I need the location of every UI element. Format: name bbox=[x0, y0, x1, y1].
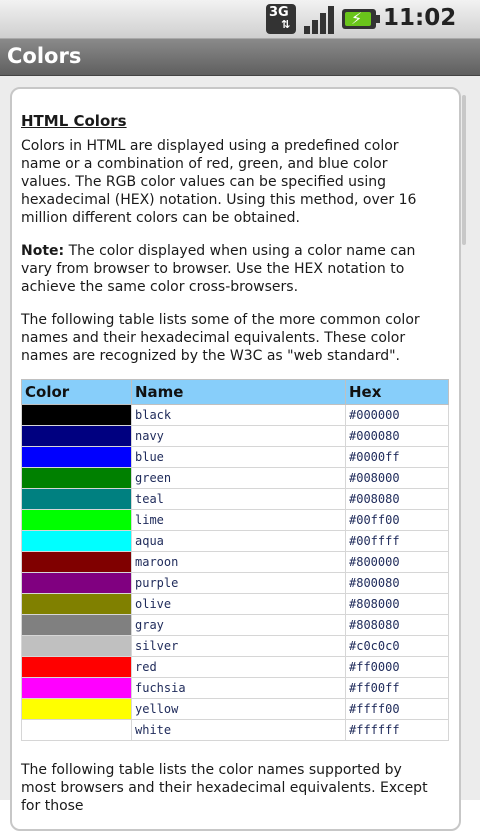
color-hex-cell: #008080 bbox=[346, 489, 449, 510]
table-row bbox=[22, 573, 449, 594]
color-hex-cell: #ff00ff bbox=[346, 678, 449, 699]
note-text: The color displayed when using a color name can vary from browser to browser. Use the HEX notation to achieve the same color cross-browsers. bbox=[21, 243, 416, 295]
color-name-cell: navy bbox=[132, 426, 346, 447]
color-hex-cell: #ffffff bbox=[346, 720, 449, 741]
table-row bbox=[22, 531, 449, 552]
color-swatch bbox=[22, 615, 132, 636]
table-row bbox=[22, 552, 449, 573]
color-name-cell: gray bbox=[132, 615, 346, 636]
app-title-bar bbox=[0, 39, 480, 76]
color-hex-cell: #00ff00 bbox=[346, 510, 449, 531]
table-row bbox=[22, 489, 449, 510]
column-header-hex: Hex bbox=[346, 380, 449, 405]
table-row bbox=[22, 510, 449, 531]
scrollbar[interactable] bbox=[462, 95, 466, 245]
article-heading: HTML Colors bbox=[21, 112, 127, 130]
table-header-row bbox=[22, 380, 449, 405]
network-label: 3G bbox=[269, 5, 289, 20]
intro-paragraph: Colors in HTML are displayed using a predefined color name or a combination of red, green, and blue color values. The RGB color values can be specified using hexadecimal (HEX) notation. Using this method, over 16 million different colors can be obtained. bbox=[21, 138, 417, 226]
table-row bbox=[22, 699, 449, 720]
color-name-cell: yellow bbox=[132, 699, 346, 720]
color-swatch bbox=[22, 657, 132, 678]
color-swatch bbox=[22, 510, 132, 531]
color-swatch bbox=[22, 720, 132, 741]
color-swatch bbox=[22, 531, 132, 552]
table-row bbox=[22, 678, 449, 699]
table-row bbox=[22, 594, 449, 615]
column-header-name: Name bbox=[132, 380, 346, 405]
table-row bbox=[22, 636, 449, 657]
table-intro-paragraph: The following table lists some of the more common color names and their hexadecimal equivalents. These color names are recognized by the W3C as "web standard". bbox=[21, 312, 420, 364]
color-hex-cell: #008000 bbox=[346, 468, 449, 489]
3g-data-icon: 3G ⇅ bbox=[266, 4, 296, 34]
color-name-cell: blue bbox=[132, 447, 346, 468]
color-name-cell: teal bbox=[132, 489, 346, 510]
battery-charging-icon: ⚡ bbox=[342, 9, 376, 29]
color-hex-cell: #ffff00 bbox=[346, 699, 449, 720]
color-hex-cell: #00ffff bbox=[346, 531, 449, 552]
color-swatch bbox=[22, 594, 132, 615]
status-bar bbox=[0, 0, 480, 39]
color-swatch bbox=[22, 678, 132, 699]
note-label: Note: bbox=[21, 243, 65, 259]
table-row bbox=[22, 657, 449, 678]
color-name-cell: black bbox=[132, 405, 346, 426]
color-name-cell: silver bbox=[132, 636, 346, 657]
table-row bbox=[22, 720, 449, 741]
color-hex-cell: #808080 bbox=[346, 615, 449, 636]
color-hex-cell: #800000 bbox=[346, 552, 449, 573]
color-name-cell: olive bbox=[132, 594, 346, 615]
color-swatch bbox=[22, 405, 132, 426]
color-name-cell: lime bbox=[132, 510, 346, 531]
color-swatch bbox=[22, 426, 132, 447]
color-hex-cell: #ff0000 bbox=[346, 657, 449, 678]
page-title: Colors bbox=[7, 44, 82, 68]
table-row bbox=[22, 468, 449, 489]
table-row bbox=[22, 447, 449, 468]
color-name-cell: aqua bbox=[132, 531, 346, 552]
color-swatch bbox=[22, 699, 132, 720]
color-name-cell: purple bbox=[132, 573, 346, 594]
color-hex-cell: #808000 bbox=[346, 594, 449, 615]
color-name-cell: green bbox=[132, 468, 346, 489]
color-swatch bbox=[22, 636, 132, 657]
table-row bbox=[22, 405, 449, 426]
color-name-cell: maroon bbox=[132, 552, 346, 573]
color-hex-cell: #000000 bbox=[346, 405, 449, 426]
color-swatch bbox=[22, 468, 132, 489]
color-hex-cell: #800080 bbox=[346, 573, 449, 594]
color-swatch bbox=[22, 552, 132, 573]
color-swatch bbox=[22, 489, 132, 510]
color-table bbox=[21, 379, 449, 741]
clock-time: 11:02 bbox=[383, 5, 457, 31]
color-swatch bbox=[22, 573, 132, 594]
color-hex-cell: #c0c0c0 bbox=[346, 636, 449, 657]
color-name-cell: white bbox=[132, 720, 346, 741]
table-row bbox=[22, 426, 449, 447]
table-row bbox=[22, 615, 449, 636]
column-header-color: Color bbox=[22, 380, 132, 405]
footer-paragraph: The following table lists the color names supported by most browsers and their hexadecimal equivalents. Except for those bbox=[21, 762, 428, 814]
color-hex-cell: #000080 bbox=[346, 426, 449, 447]
signal-strength-icon bbox=[304, 4, 336, 34]
color-name-cell: fuchsia bbox=[132, 678, 346, 699]
note-paragraph bbox=[21, 242, 441, 296]
color-name-cell: red bbox=[132, 657, 346, 678]
color-swatch bbox=[22, 447, 132, 468]
color-hex-cell: #0000ff bbox=[346, 447, 449, 468]
